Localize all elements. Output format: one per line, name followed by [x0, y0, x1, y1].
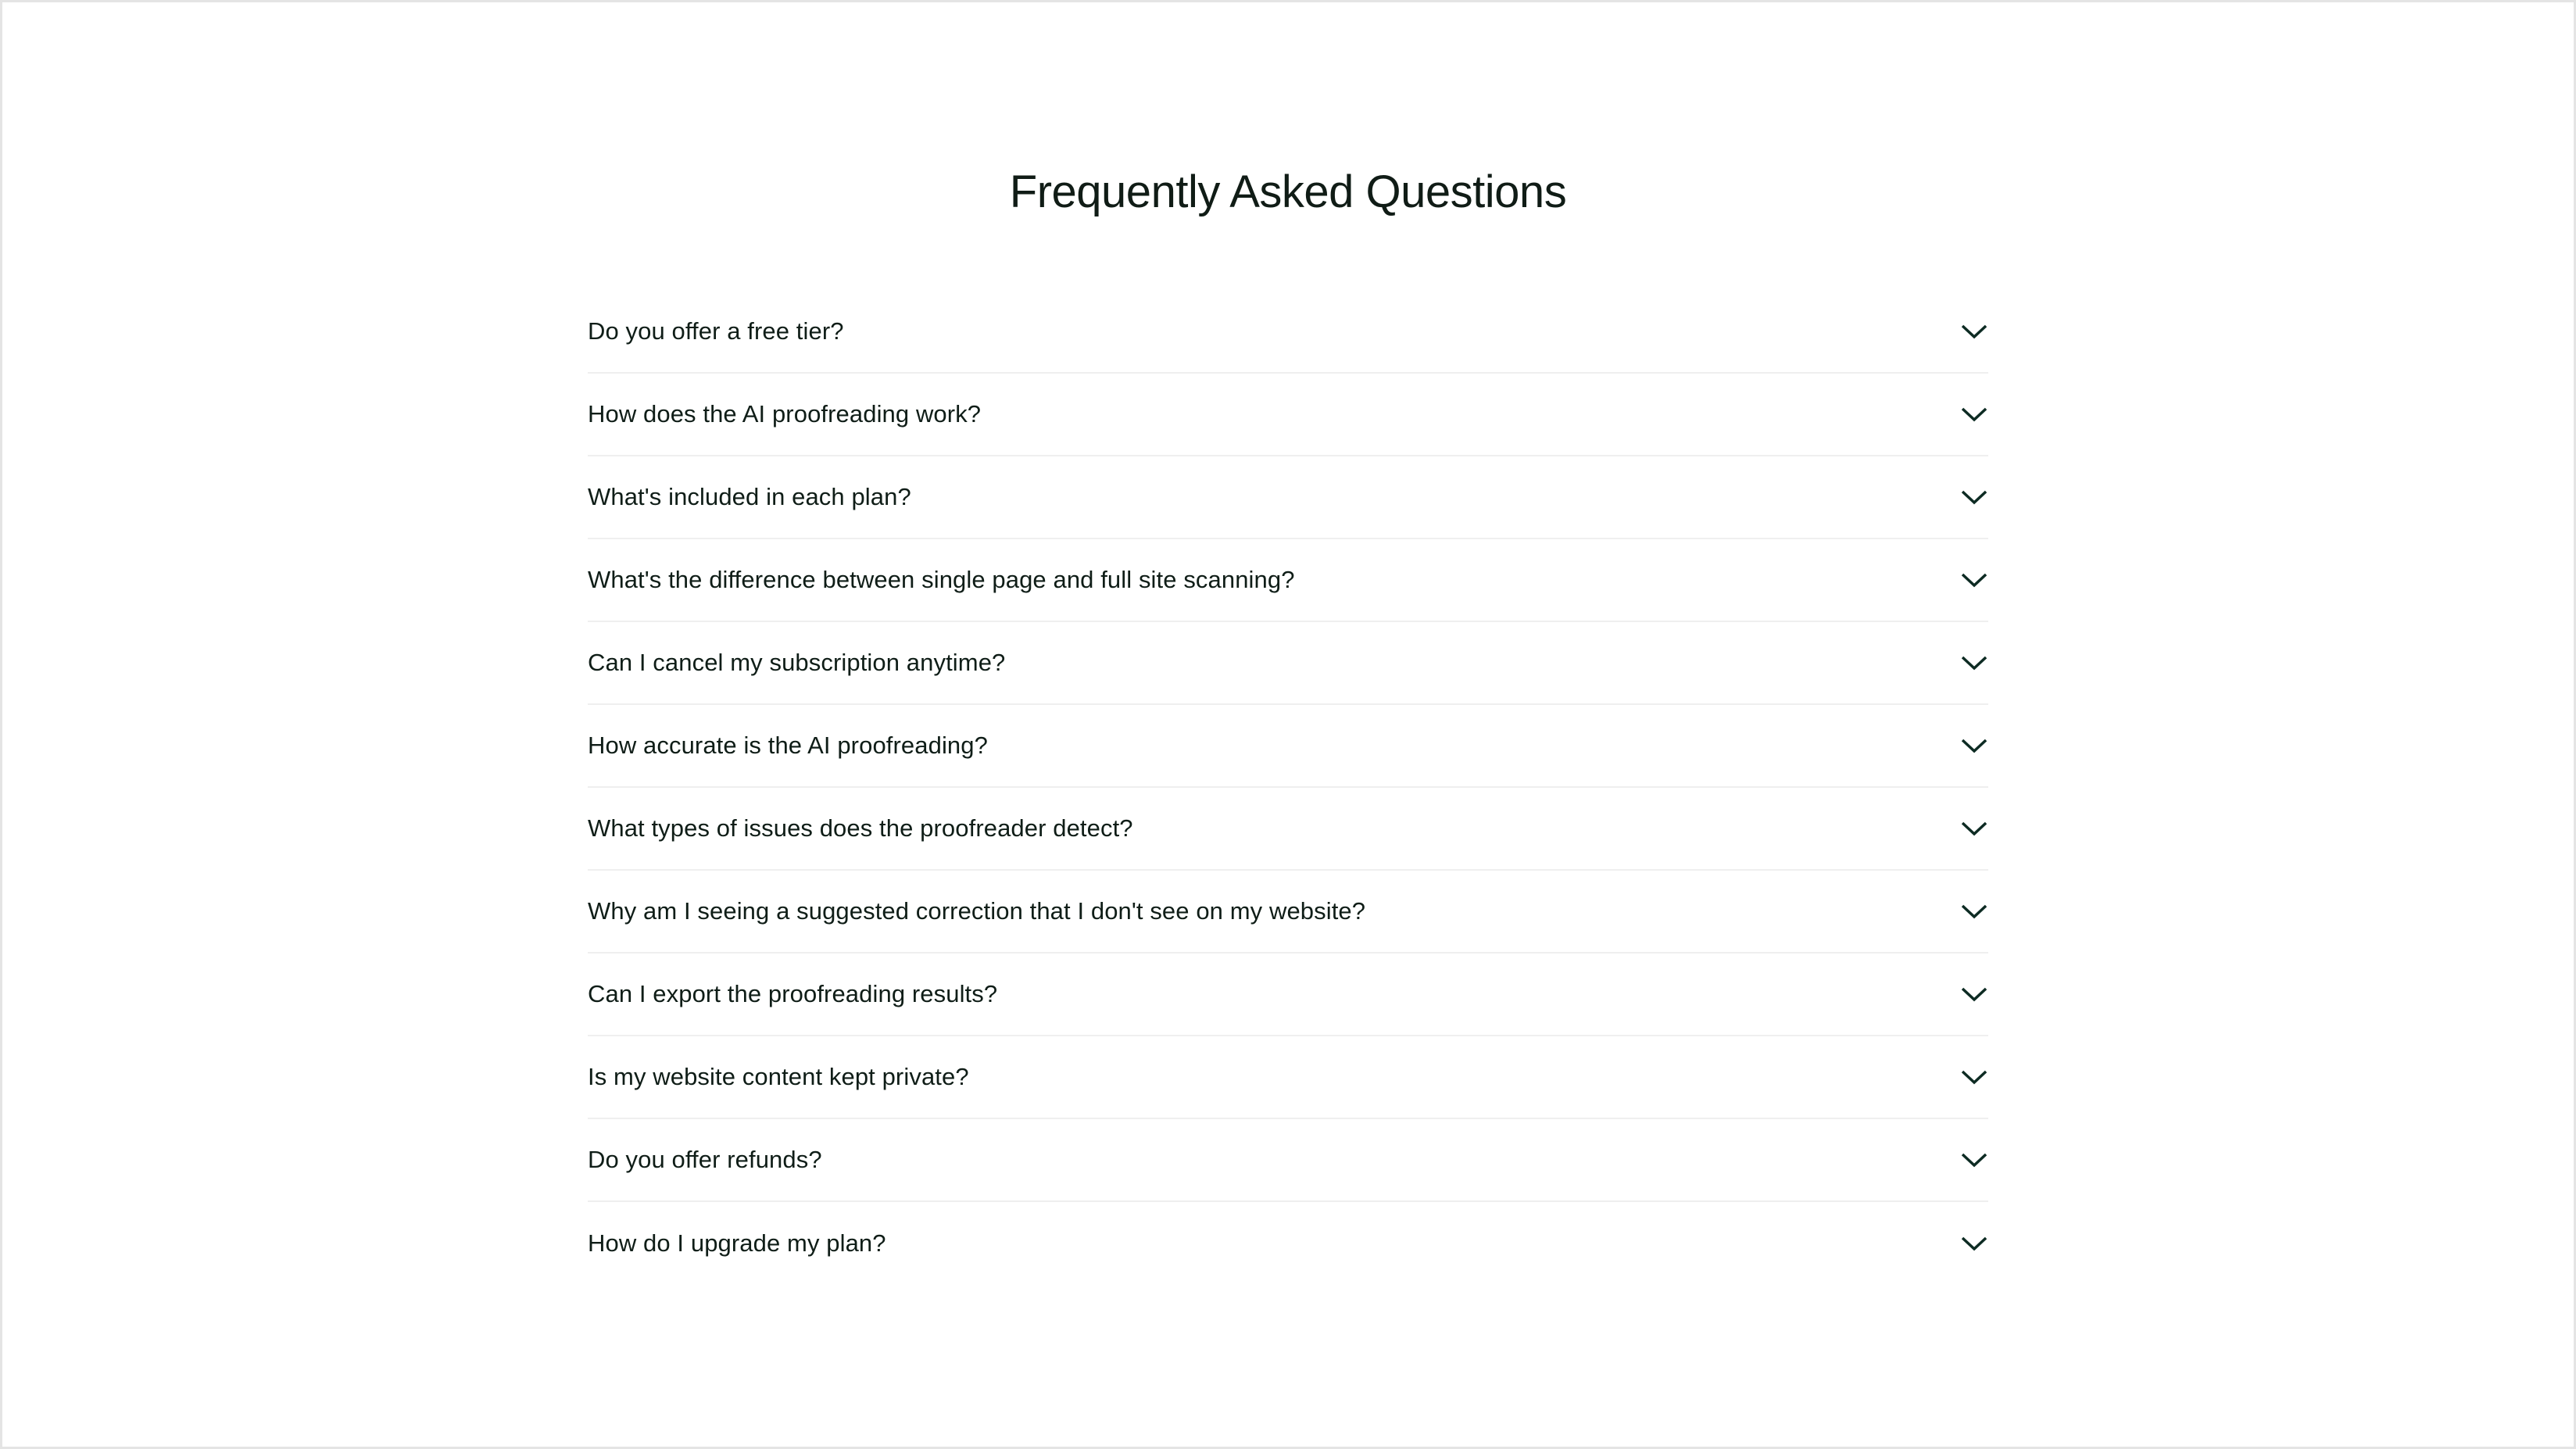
chevron-down-icon[interactable] — [1960, 653, 1988, 672]
faq-accordion-row[interactable] — [588, 622, 1988, 705]
faq-accordion-row[interactable] — [588, 456, 1988, 539]
faq-question-label: What types of issues does the proofreader detect? — [588, 814, 1133, 842]
faq-question-label: Why am I seeing a suggested correction that I don't see on my website? — [588, 897, 1366, 925]
faq-accordion-row[interactable] — [588, 374, 1988, 456]
faq-list — [588, 291, 1988, 1285]
page-title: Frequently Asked Questions — [1009, 166, 1567, 217]
faq-question-label: How accurate is the AI proofreading? — [588, 732, 988, 759]
chevron-down-icon[interactable] — [1960, 1068, 1988, 1086]
faq-accordion-row[interactable] — [588, 871, 1988, 953]
faq-accordion-row[interactable] — [588, 788, 1988, 871]
faq-question-label: What's the difference between single page and full site scanning? — [588, 566, 1295, 593]
chevron-down-icon[interactable] — [1960, 405, 1988, 424]
faq-question-label: What's included in each plan? — [588, 483, 911, 510]
faq-accordion-row[interactable] — [588, 539, 1988, 622]
faq-accordion-row[interactable] — [588, 1202, 1988, 1285]
faq-accordion-row[interactable] — [588, 291, 1988, 374]
faq-question-label: Can I cancel my subscription anytime? — [588, 649, 1006, 676]
chevron-down-icon[interactable] — [1960, 1150, 1988, 1169]
faq-accordion-row[interactable] — [588, 1036, 1988, 1119]
faq-question-label: Is my website content kept private? — [588, 1063, 969, 1090]
chevron-down-icon[interactable] — [1960, 902, 1988, 921]
chevron-down-icon[interactable] — [1960, 322, 1988, 341]
chevron-down-icon[interactable] — [1960, 985, 1988, 1004]
faq-question-label: Do you offer refunds? — [588, 1146, 822, 1173]
chevron-down-icon[interactable] — [1960, 819, 1988, 838]
faq-question-label: How does the AI proofreading work? — [588, 400, 982, 428]
chevron-down-icon[interactable] — [1960, 571, 1988, 589]
chevron-down-icon[interactable] — [1960, 488, 1988, 506]
chevron-down-icon[interactable] — [1960, 1234, 1988, 1253]
faq-question-label: How do I upgrade my plan? — [588, 1229, 886, 1257]
chevron-down-icon[interactable] — [1960, 736, 1988, 755]
faq-accordion-row[interactable] — [588, 1119, 1988, 1202]
faq-question-label: Do you offer a free tier? — [588, 317, 844, 345]
faq-accordion-row[interactable] — [588, 953, 1988, 1036]
faq-question-label: Can I export the proofreading results? — [588, 980, 998, 1007]
faq-accordion-row[interactable] — [588, 705, 1988, 788]
